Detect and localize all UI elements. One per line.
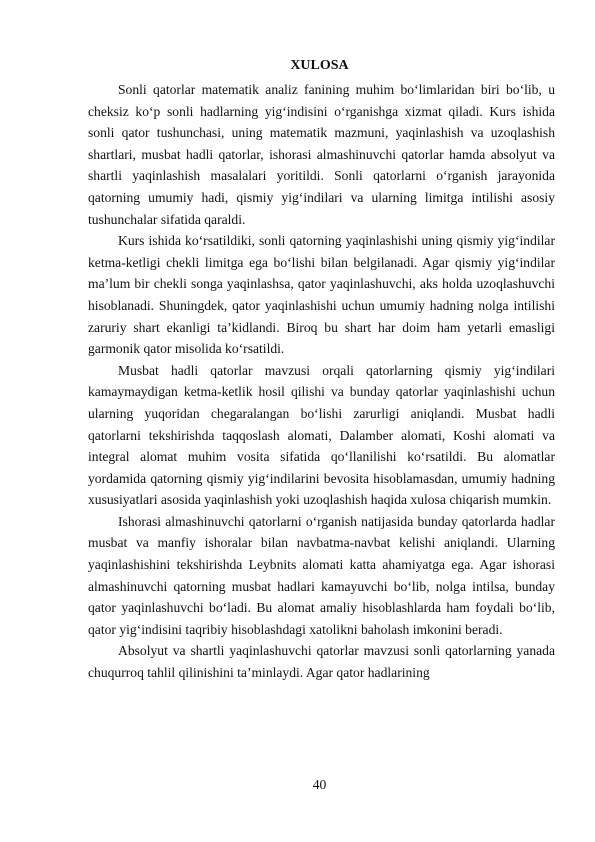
paragraph-1: Sonli qatorlar matematik analiz fanining muhim bo‘limlaridan biri bo‘lib, u cheksiz ko‘p sonli hadlarning yig‘indisini o‘rganishga xizmat qiladi. Kurs ishida sonli qator tushunchasi, uning matematik mazmuni, yaqinlashish va uzoqlashish shartlari, musbat hadli qatorlar, ishorasi almashinuvchi qatorlar hamda absolyut va shartli yaqinlashish masalalari yoritildi. Sonli qatorlarni o‘rganish jarayonida qatorning umumiy hadi, qismiy yig‘indilari va ularning limitga intilishi asosiy tushunchalar sifatida qaraldi. bbox=[88, 82, 555, 227]
paragraph-3: Musbat hadli qatorlar mavzusi orqali qatorlarning qismiy yig‘indilari kamaymaydigan ketma-ketlik hosil qilishi va bunday qatorlar yaqinlashishi uchun ularning yuqoridan chegaralangan bo‘lishi zarurligi aniqlandi. Musbat hadli qatorlarni tekshirishda taqqoslash alomati, Dalamber alomati, Koshi alomati va integral alomat muhim vosita sifatida qo‘llanilishi ko‘rsatildi. Bu alomatlar yordamida qatorning qismiy yig‘indilarini bevosita hisoblamasdan, umumiy hadning xususiyatlari asosida yaqinlashish yoki uzoqlashish haqida xulosa chiqarish mumkin. bbox=[88, 362, 555, 508]
paragraph-2: Kurs ishida ko‘rsatildiki, sonli qatorning yaqinlashishi uning qismiy yig‘indilar ketma-ketligi chekli limitga ega bo‘lishi bilan belgilanadi. Agar qismiy yig‘indilar ma’lum bir chekli songa yaqinlashsa, qator yaqinlashuvchi, aks holda uzoqlashuvchi hisoblanadi. Shuningdek, qator yaqinlashishi uchun umumiy hadning nolga intilishi zaruriy shart ekanligi ta’kidlandi. Biroq bu shart har doim ham yetarli emasligi garmonik qator misolida ko‘rsatildi. bbox=[88, 233, 555, 357]
paragraph-4: Ishorasi almashinuvchi qatorlarni o‘rganish natijasida bunday qatorlarda hadlar musbat va manfiy ishoralar bilan navbatma-navbat kelishi aniqlandi. Ularning yaqinlashishini tekshirishda Leybnits alomati katta ahamiyatga ega. Agar ishorasi almashinuvchi qatorning musbat hadlari kamayuvchi bo‘lib, nolga intilsa, bunday qator yaqinlashuvchi bo‘ladi. Bu alomat amaliy hisoblashlarda ham foydali bo‘lib, qator yig‘indisini taqribiy hisoblashdagi xatolikni baholash imkonini beradi. bbox=[88, 513, 555, 637]
page-number: 40 bbox=[312, 777, 327, 792]
page-title: XULOSA bbox=[290, 58, 349, 73]
paragraph-5: Absolyut va shartli yaqinlashuvchi qatorlar mavzusi sonli qatorlarning yanada chuqurroq tahlil qilinishini ta’minlaydi. Agar qator hadlarining bbox=[88, 643, 555, 681]
body-text bbox=[88, 79, 555, 684]
